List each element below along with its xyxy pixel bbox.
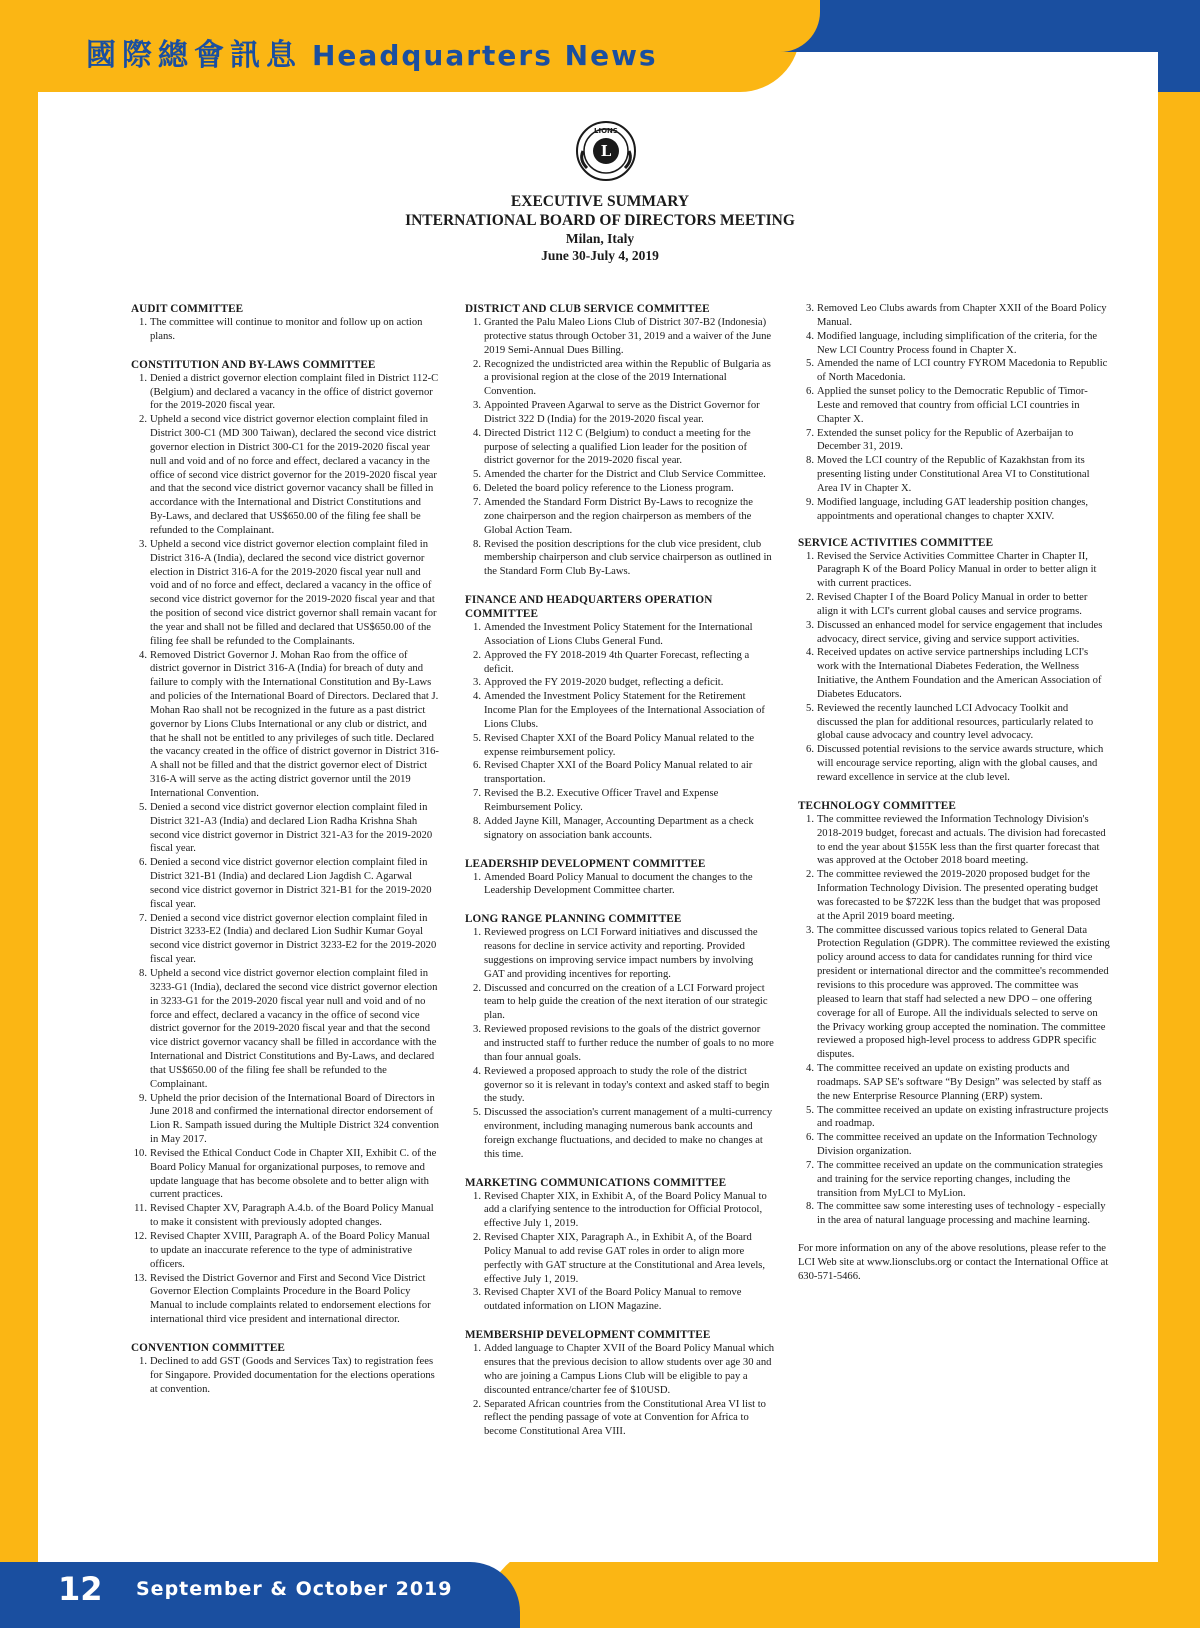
committee-section <box>798 799 1110 1228</box>
list-item <box>465 468 775 482</box>
item-text: Denied a second vice district governor election complaint filed in District 321-A3 (India) and declared Lion Radha Krishna Shah second vice district governor in District 321-A3 for the 2019-2020 fiscal year. <box>150 801 433 855</box>
item-number: 2. <box>139 414 147 426</box>
item-number: 7. <box>806 427 814 439</box>
resolution-list <box>131 372 439 1327</box>
item-text: The committee saw some interesting uses of technology - especially in the area of natural language processing and machine learning. <box>817 1201 1106 1227</box>
list-item <box>798 357 1110 385</box>
committee-section <box>465 857 775 899</box>
resolution-list <box>131 1355 439 1397</box>
item-number: 1. <box>806 550 814 562</box>
issue-date: September & October 2019 <box>136 1578 453 1600</box>
item-number: 3. <box>139 538 147 550</box>
list-item <box>798 1104 1110 1132</box>
right-border-band <box>1158 52 1200 1592</box>
item-number: 2. <box>473 982 481 994</box>
title-line-2: INTERNATIONAL BOARD OF DIRECTORS MEETING <box>405 212 795 229</box>
list-item <box>798 924 1110 1062</box>
resolution-list <box>465 871 775 899</box>
item-text: Deleted the board policy reference to the Lioness program. <box>484 483 734 495</box>
list-item <box>798 868 1110 923</box>
item-text: Declined to add GST (Goods and Services Tax) to registration fees for Singapore. Provided documentation for the elections operations at convention. <box>150 1355 435 1395</box>
item-text: Added language to Chapter XVII of the Board Policy Manual which ensures that the previous decision to allow students over age 30 and who are joining a Campus Lions Club will be eligible to pay a discounted entrance/charter fee of $10USD. <box>484 1343 775 1396</box>
committee-section <box>131 302 439 344</box>
item-text: Upheld a second vice district governor election complaint filed in 3233-G1 (India), declared the second vice district governor election in 3233-G1 for the 2019-2020 fiscal year null and void and of no force and effect, declared a vacancy in the office of second vice district governor for the 2019-2020 fiscal year and that the second vice district governor vacancy shall be filled in accordance with the International and District Constitutions and By-Laws, and declared that US$650.00 of the filing fee shall be refunded to the Complainant. <box>150 967 438 1090</box>
committee-heading: SERVICE ACTIVITIES COMMITTEE <box>798 536 994 549</box>
item-number: 8. <box>806 1201 814 1213</box>
item-number: 5. <box>473 732 481 744</box>
item-text: Amended the Standard Form District By-Laws to recognize the zone chairperson and the region chairperson as members of the Global Action Team. <box>484 496 753 536</box>
item-number: 5. <box>806 358 814 370</box>
item-number: 2. <box>806 592 814 604</box>
list-item <box>131 967 439 1092</box>
committee-heading: MEMBERSHIP DEVELOPMENT COMMITTEE <box>465 1329 711 1342</box>
list-item <box>465 676 775 690</box>
item-text: Revised Chapter XIX, in Exhibit A, of the Board Policy Manual to add a clarifying sentence to the introduction for Official Protocol, effective July 1, 2019. <box>484 1190 767 1230</box>
item-text: Revised Chapter I of the Board Policy Manual in order to better align it with LCI's current global causes and service programs. <box>817 592 1088 617</box>
list-item <box>131 912 439 967</box>
list-item <box>798 619 1110 647</box>
list-item <box>131 1202 439 1230</box>
list-item <box>131 1355 439 1397</box>
list-item <box>798 591 1110 619</box>
list-item <box>798 646 1110 701</box>
item-number: 11. <box>134 1203 147 1215</box>
committee-section <box>465 1176 775 1315</box>
item-text: Amended the Investment Policy Statement for the Retirement Income Plan for the Employees of the International Association of Lions Clubs. <box>484 691 765 730</box>
item-number: 2. <box>473 1232 481 1244</box>
item-number: 8. <box>473 538 481 550</box>
item-number: 5. <box>139 801 147 813</box>
committee-section <box>131 1341 439 1397</box>
item-number: 2. <box>473 358 481 370</box>
item-number: 4. <box>806 1063 814 1075</box>
item-number: 4. <box>473 1065 481 1077</box>
resolution-list <box>798 302 1110 524</box>
item-text: Amended the charter for the District and Club Service Committee. <box>484 469 766 481</box>
committee-section <box>465 1328 775 1439</box>
item-number: 1. <box>473 1190 481 1202</box>
item-text: The committee received an update on existing infrastructure projects and roadmap. <box>817 1104 1109 1130</box>
item-text: Upheld the prior decision of the International Board of Directors in June 2018 and confirmed the international director endorsement of Lion R. Sampath issued during the Multiple District 324 convention in May 2017. <box>150 1092 439 1146</box>
item-text: Extended the sunset policy for the Republic of Azerbaijan to December 31, 2019. <box>817 427 1074 453</box>
item-text: Appointed Praveen Agarwal to serve as the District Governor for District 322 D (India) for the 2019-2020 fiscal year. <box>484 400 760 425</box>
resolution-list <box>798 813 1110 1228</box>
item-number: 6. <box>139 857 147 869</box>
meeting-dates: June 30-July 4, 2019 <box>541 248 659 263</box>
item-number: 1. <box>473 622 481 634</box>
item-number: 1. <box>473 1343 481 1355</box>
list-item <box>131 1147 439 1202</box>
list-item <box>465 482 775 496</box>
list-item <box>465 496 775 538</box>
item-text: Applied the sunset policy to the Democratic Republic of Timor-Leste and removed that country from official LCI countries in Chapter X. <box>817 386 1088 425</box>
item-text: Moved the LCI country of the Republic of Kazakhstan from its presenting listing under Constitutional Area VI to Constitutional Area IV in Chapter X. <box>817 455 1090 494</box>
list-item <box>465 1023 775 1065</box>
list-item <box>798 702 1110 744</box>
item-number: 8. <box>473 815 481 827</box>
resolution-list <box>798 550 1110 785</box>
list-item <box>131 856 439 911</box>
column-3-sections <box>798 536 1110 1229</box>
item-text: Recognized the undistricted area within the Republic of Bulgaria as a provisional region at the close of the 2019 International Convention. <box>484 358 771 398</box>
meeting-location: Milan, Italy <box>565 231 635 246</box>
item-number: 4. <box>806 647 814 659</box>
list-item <box>465 1342 775 1397</box>
list-item <box>465 649 775 677</box>
item-number: 1. <box>139 372 147 384</box>
item-text: The committee reviewed the 2019-2020 proposed budget for the Information Technology Division. The presented operating budget was forecasted to be $722K less than the budget that was proposed at the April 2019 board meeting. <box>817 869 1101 922</box>
item-number: 4. <box>473 691 481 703</box>
item-text: Revised the District Governor and First and Second Vice District Governor Election Complaints Procedure in the Board Policy Manual to include complaints related to endorsement elections for international third vice president and international director. <box>150 1272 431 1326</box>
resolution-list <box>465 1342 775 1439</box>
item-text: Revised Chapter XVIII, Paragraph A. of the Board Policy Manual to update an inaccurate reference to the type of administrative officers. <box>150 1231 430 1270</box>
list-item <box>465 358 775 400</box>
list-item <box>465 1106 775 1161</box>
committee-heading: CONVENTION COMMITTEE <box>131 1341 285 1354</box>
item-text: The committee received an update on the Information Technology Division organization. <box>817 1132 1098 1158</box>
list-item <box>131 649 439 801</box>
header-title-en: Headquarters News <box>312 39 658 72</box>
item-text: Modified language, including simplification of the criteria, for the New LCI Country Process found in Chapter X. <box>817 330 1098 356</box>
item-number: 5. <box>473 469 481 481</box>
list-item <box>131 316 439 344</box>
item-number: 13. <box>133 1272 147 1284</box>
list-item <box>465 1398 775 1440</box>
list-item <box>798 302 1110 330</box>
list-item <box>798 1159 1110 1201</box>
item-number: 6. <box>806 386 814 398</box>
list-item <box>131 413 439 538</box>
item-number: 7. <box>473 788 481 800</box>
item-text: Modified language, including GAT leadership position changes, appointments and operational changes to chapter XXIV. <box>817 496 1089 522</box>
item-text: The committee received an update on existing products and roadmaps. SAP SE's software “By Design” was selected by staff as the new Enterprise Resource Planning (ERP) system. <box>817 1063 1102 1102</box>
committee-section <box>131 358 439 1327</box>
item-number: 7. <box>806 1159 814 1171</box>
committee-section <box>465 302 775 579</box>
item-number: 9. <box>806 496 814 508</box>
list-item <box>465 926 775 981</box>
column-2 <box>465 302 775 1453</box>
item-number: 10. <box>133 1147 147 1159</box>
committee-heading: CONSTITUTION AND BY-LAWS COMMITTEE <box>131 358 376 371</box>
item-text: Upheld a second vice district governor election complaint filed in District 300-C1 (MD 300 Taiwan), declared the second vice district governor election in District 300-C1 for the 2019-2020 fiscal year null and void and of no force and effect, declared a vacancy in the office of second vice district governor for the 2019-2020 fiscal year and that the second vice district governor vacancy shall be filled in accordance with the International and District Constitutions and By-Laws, and declared that US$650.00 of the filing fee shall be refunded to the Complainant. <box>150 414 437 536</box>
list-item <box>131 1272 439 1327</box>
committee-heading: LEADERSHIP DEVELOPMENT COMMITTEE <box>465 857 706 870</box>
item-number: 3. <box>473 1024 481 1036</box>
item-text: Revised Chapter XV, Paragraph A.4.b. of the Board Policy Manual to make it consistent with previously adopted changes. <box>150 1203 434 1229</box>
resolution-list <box>465 1190 775 1315</box>
list-item <box>465 621 775 649</box>
item-number: 1. <box>806 813 814 825</box>
item-text: Separated African countries from the Constitutional Area VI list to reflect the pending passage of vote at Convention for Africa to become Constitutional Area VIII. <box>484 1398 766 1438</box>
committee-heading: DISTRICT AND CLUB SERVICE COMMITTEE <box>465 303 710 315</box>
item-number: 6. <box>806 1132 814 1144</box>
item-number: 1. <box>139 317 147 328</box>
item-text: The committee will continue to monitor and follow up on action plans. <box>150 317 423 342</box>
item-number: 1. <box>473 317 481 328</box>
list-item <box>465 759 775 787</box>
item-number: 2. <box>473 649 481 661</box>
list-item <box>465 399 775 427</box>
list-item <box>465 982 775 1024</box>
list-item <box>798 330 1110 358</box>
item-number: 7. <box>139 912 147 924</box>
title-line-1: EXECUTIVE SUMMARY <box>510 193 690 210</box>
item-text: Revised the position descriptions for the club vice president, club membership chairperson and club service chairperson as outlined in the Standard Form Club By-Laws. <box>484 538 772 578</box>
item-number: 3. <box>473 400 481 412</box>
list-item <box>465 815 775 843</box>
item-text: Approved the FY 2019-2020 budget, reflecting a deficit. <box>484 677 724 689</box>
item-text: Added Jayne Kill, Manager, Accounting Department as a check signatory on association bank accounts. <box>484 815 754 841</box>
list-item <box>465 732 775 760</box>
committee-heading: FINANCE AND HEADQUARTERS OPERATION COMMITTEE <box>465 594 713 621</box>
list-item <box>131 801 439 856</box>
left-border-band <box>0 92 38 1562</box>
item-number: 8. <box>139 967 147 979</box>
item-text: Denied a second vice district governor election complaint filed in District 3233-E2 (India) and declared Lion Sudhir Kumar Goyal second vice district governor in District 3233-E2 for the 2019-2020 fiscal year. <box>150 912 437 966</box>
list-item <box>465 690 775 732</box>
page-number: 12 <box>58 1570 103 1608</box>
item-number: 3. <box>806 619 814 631</box>
item-text: Revised Chapter XIX, Paragraph A., in Exhibit A, of the Board Policy Manual to add revise GAT roles in order to align more perfectly with GAT structure at the Constitutional and Area levels, effective July 1, 2019. <box>484 1232 766 1285</box>
item-number: 5. <box>473 1107 481 1119</box>
list-item <box>798 427 1110 455</box>
item-number: 6. <box>806 744 814 756</box>
list-item <box>798 385 1110 427</box>
item-text: Revised Chapter XVI of the Board Policy Manual to remove outdated information on LION Magazine. <box>484 1287 742 1313</box>
item-text: Granted the Palu Maleo Lions Club of District 307-B2 (Indonesia) protective status through October 31, 2019 and a waiver of the June 2019 Semi-Annual Dues Billing. <box>484 317 772 356</box>
committee-section <box>465 593 775 843</box>
item-number: 5. <box>806 1104 814 1116</box>
header-title-cjk: 國際總會訊息 <box>86 38 302 73</box>
list-item <box>465 871 775 899</box>
committee-heading: LONG RANGE PLANNING COMMITTEE <box>465 913 682 926</box>
list-item <box>465 1065 775 1107</box>
item-text: Revised the Service Activities Committee Charter in Chapter II, Paragraph K of the Board Policy Manual in order to better align it with current practices. <box>817 550 1097 590</box>
list-item <box>131 1230 439 1272</box>
item-number: 4. <box>473 427 481 439</box>
item-text: Revised Chapter XXI of the Board Policy Manual related to the expense reimbursement policy. <box>484 732 755 758</box>
list-item <box>798 496 1110 524</box>
item-text: Denied a second vice district governor election complaint filed in District 321-B1 (India) and declared Lion Jagdish C. Agarwal second vice district governor in District 321-B1 for the 2019-2020 fiscal year. <box>150 857 432 910</box>
resolution-list <box>465 316 775 579</box>
list-item <box>465 1231 775 1286</box>
item-number: 5. <box>806 702 814 714</box>
committee-heading: TECHNOLOGY COMMITTEE <box>798 799 956 812</box>
resolution-list <box>465 926 775 1161</box>
resolution-list <box>131 316 439 344</box>
item-text: Reviewed a proposed approach to study the role of the district governor so it is relevant in today's context and asked staff to begin the study. <box>484 1065 770 1105</box>
list-item <box>798 454 1110 496</box>
item-number: 1. <box>473 871 481 883</box>
document-title <box>300 192 900 264</box>
item-number: 9. <box>139 1092 147 1104</box>
list-item <box>465 427 775 469</box>
item-text: Upheld a second vice district governor election complaint filed in District 316-A (India), declared the second vice district governor election in District 316-A for the 2019-2020 fiscal year null and void and of no force and effect, declared a vacancy in the office of second vice district governor for the 2019-2020 fiscal year and that the position of second vice district governor shall remain vacant for the year and shall not be filled and declared that US$650.00 of the filing fee shall be refunded to the Complainants. <box>150 538 437 647</box>
item-number: 1. <box>139 1355 147 1367</box>
item-number: 12. <box>133 1231 147 1242</box>
list-item <box>465 1286 775 1314</box>
section-header <box>86 30 658 74</box>
svg-text:L: L <box>600 142 612 160</box>
committee-heading: AUDIT COMMITTEE <box>131 303 244 315</box>
svg-text:LIONS: LIONS <box>594 127 618 135</box>
list-item <box>798 813 1110 868</box>
item-text: Revised Chapter XXI of the Board Policy Manual related to air transportation. <box>484 760 753 786</box>
item-number: 3. <box>473 677 481 689</box>
committee-section <box>465 912 775 1161</box>
item-number: 3. <box>473 1287 481 1299</box>
item-text: Amended the name of LCI country FYROM Macedonia to Republic of North Macedonia. <box>817 358 1108 384</box>
closing-note: For more information on any of the above resolutions, please refer to the LCI Web site at www.lionsclubs.org or contact the International Office at 630-571-5466. <box>798 1243 1109 1282</box>
list-item <box>798 743 1110 785</box>
item-text: Denied a district governor election complaint filed in District 112-C (Belgium) and declared a vacancy in the office of district governor for the 2019-2020 fiscal year. <box>150 372 439 412</box>
item-text: Removed District Governor J. Mohan Rao from the office of district governor in District 316-A (India) for breach of duty and failure to comply with the International Constitution and By-Laws and policies of the International Board of Directors. Declared that J. Mohan Rao shall not be recognized in the future as a past district governor by Lions Clubs International or any club or district, and that he shall not be entitled to any privileges of such title. Declared the vacancy created in the office of district governor in District 316-A shall not be filled and that the district governor elect of District 316-A will serve as the acting district governor until the 2019 International Convention. <box>150 649 439 799</box>
list-item <box>465 1190 775 1232</box>
committee-section <box>798 536 1110 785</box>
header-band-blue <box>780 0 1200 52</box>
item-number: 3. <box>806 924 814 936</box>
item-text: Amended Board Policy Manual to document the changes to the Leadership Development Committee charter. <box>484 871 753 897</box>
item-text: The committee received an update on the communication strategies and training for the service reporting changes, including the transition from MyLCI to MyLion. <box>817 1159 1103 1199</box>
item-number: 1. <box>473 927 481 939</box>
item-text: Discussed the association's current management of a multi-currency environment, including managing numerous bank accounts and foreign exchange fluctuations, and decided to make no changes at this time. <box>484 1107 773 1160</box>
column-1 <box>131 302 439 1410</box>
item-text: Amended the Investment Policy Statement for the International Association of Lions Clubs General Fund. <box>484 622 753 647</box>
list-item <box>798 550 1110 592</box>
item-text: The committee discussed various topics related to General Data Protection Regulation (GDPR). The committee reviewed the existing policy around access to data for candidates running for third vice president or international director and the committee's recommended revisions to this procedure was approved. The committee was pleased to learn that staff had selected a new DPO – one offering coverage for all of Europe. All the individuals selected to serve on the Privacy working group accepted the nomination. The committee reviewed a proposed high-level process to address GDPR specific disputes. <box>817 924 1110 1061</box>
item-text: Removed Leo Clubs awards from Chapter XXII of the Board Policy Manual. <box>817 303 1107 328</box>
item-text: Reviewed progress on LCI Forward initiatives and discussed the reasons for decline in service activity and reporting. Provided suggestions on improving service impact numbers by involving GAT and providing incentives for reporting. <box>484 927 758 980</box>
item-text: Approved the FY 2018-2019 4th Quarter Forecast, reflecting a deficit. <box>484 649 750 675</box>
lions-international-emblem-icon <box>575 120 637 182</box>
list-item <box>131 538 439 649</box>
item-number: 8. <box>806 455 814 467</box>
list-item <box>131 372 439 414</box>
resolution-list <box>465 621 775 843</box>
item-number: 3. <box>806 303 814 314</box>
item-number: 2. <box>806 869 814 881</box>
list-item <box>465 787 775 815</box>
continued-list <box>798 302 1110 524</box>
right-border-accent <box>1158 52 1200 92</box>
list-item <box>798 1200 1110 1228</box>
item-number: 4. <box>806 330 814 342</box>
list-item <box>798 1131 1110 1159</box>
column-3 <box>798 302 1110 1284</box>
item-text: Reviewed proposed revisions to the goals of the district governor and instructed staff to further reduce the number of goals to no more than four annual goals. <box>484 1024 774 1063</box>
list-item <box>465 316 775 358</box>
item-text: Discussed potential revisions to the service awards structure, which will encourage service reporting, align with the global causes, and reward excellence in service at the club level. <box>817 744 1104 783</box>
list-item <box>798 1062 1110 1104</box>
item-text: Directed District 112 C (Belgium) to conduct a meeting for the purpose of selecting a qualified Lion leader for the position of district governor for the 2019-2020 fiscal year. <box>484 427 751 467</box>
item-number: 6. <box>473 760 481 772</box>
item-number: 7. <box>473 496 481 508</box>
item-text: Revised the B.2. Executive Officer Travel and Expense Reimbursement Policy. <box>484 788 719 813</box>
item-text: Discussed an enhanced model for service engagement that includes advocacy, direct service, giving and service support activities. <box>817 619 1103 645</box>
item-number: 2. <box>473 1398 481 1410</box>
item-text: Revised the Ethical Conduct Code in Chapter XII, Exhibit C. of the Board Policy Manual for organizational purposes, to remove and update language that has become obsolete and to better align with current practices. <box>150 1147 437 1201</box>
item-text: Reviewed the recently launched LCI Advocacy Toolkit and discussed the plan for additional resources, particularly related to global cause advocacy and country level advocacy. <box>817 702 1094 742</box>
item-text: The committee reviewed the Information Technology Division's 2018-2019 budget, forecast and actuals. The division had forecasted to end the year about $155K less than the first quarter forecast that was approved at the October 2018 board meeting. <box>817 813 1106 867</box>
item-text: Discussed and concurred on the creation of a LCI Forward project team to help guide the creation of the next iteration of our strategic plan. <box>484 982 768 1022</box>
list-item <box>465 538 775 580</box>
list-item <box>131 1092 439 1147</box>
committee-heading: MARKETING COMMUNICATIONS COMMITTEE <box>465 1176 727 1189</box>
item-number: 6. <box>473 483 481 495</box>
item-number: 4. <box>139 649 147 661</box>
item-text: Received updates on active service partnerships including LCI's work with the International Diabetes Federation, the Wellness Initiative, the Anthem Foundation and the American Association of Diabetes Educators. <box>817 647 1102 700</box>
